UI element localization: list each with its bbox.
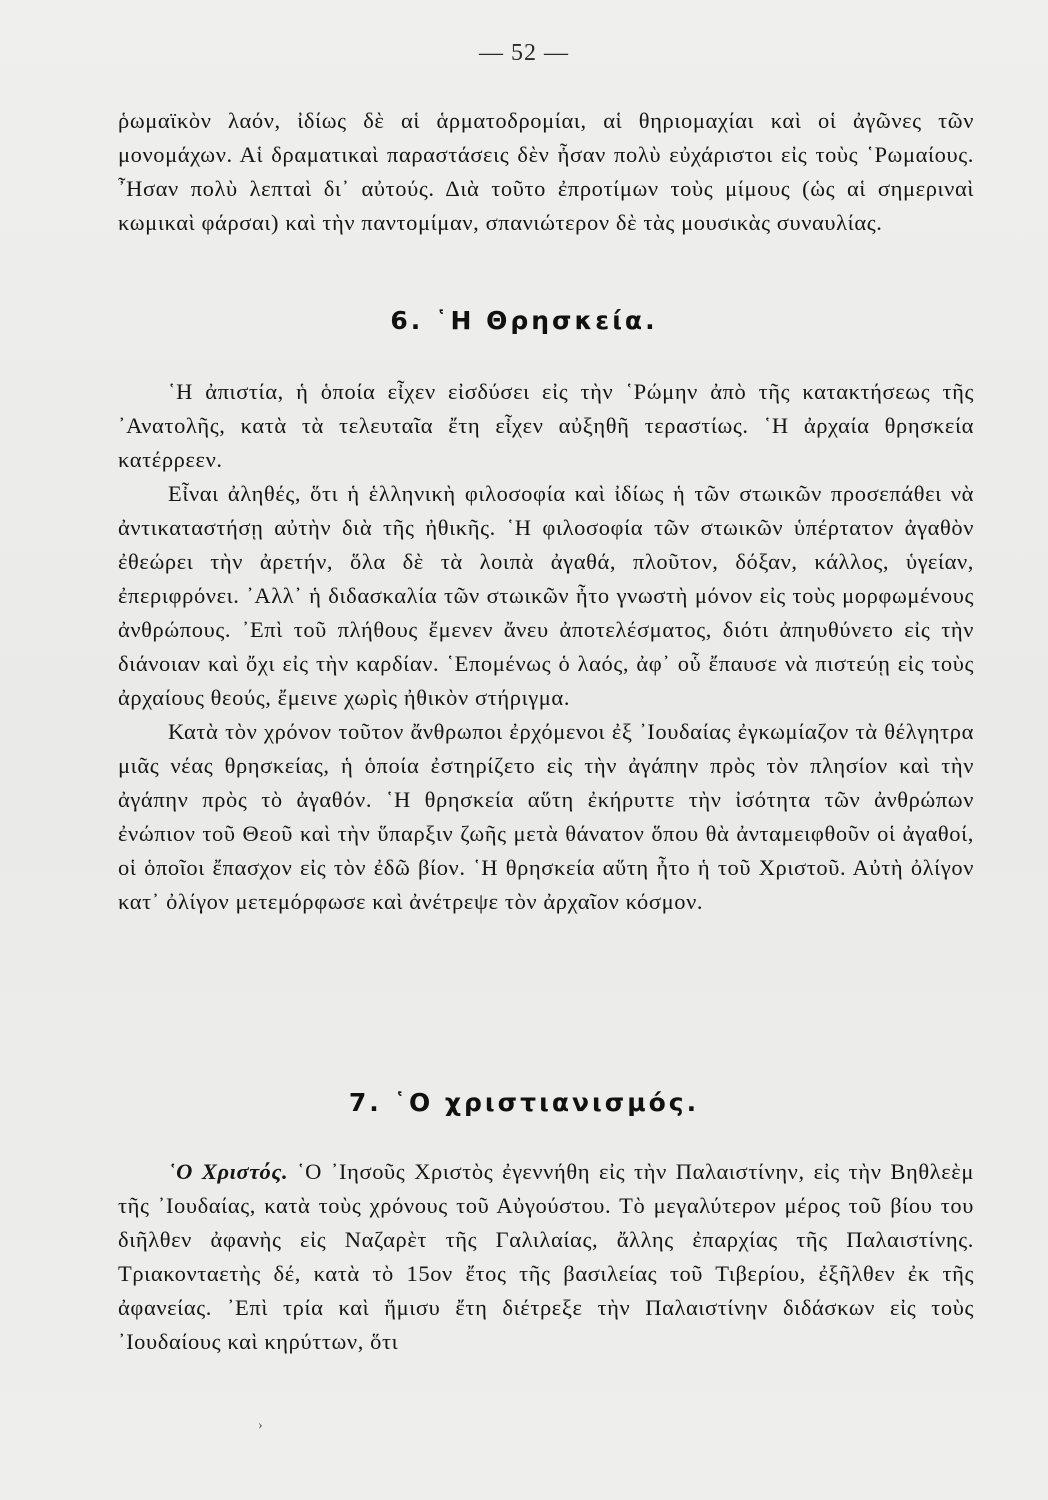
section-7-body xyxy=(118,1155,974,1359)
section-7-subheading: ῾Ο Χριστός. xyxy=(168,1159,289,1184)
section-6-paragraph-3: Κατὰ τὸν χρόνον τοῦτον ἄνθρωποι ἐρχόμενοι ἐξ ᾿Ιουδαίας ἐγκωμίαζον τὰ θέλγητρα μιᾶς νέας θρησκείας, ἡ ὁποία ἐστηρίζετο εἰς τὴν ἀγάπην πρὸς τὸν πλησίον καὶ τὴν ἀγάπην πρὸς τὸ ἀγαθόν. ῾Η θρησκεία αὕτη ἐκήρυττε τὴν ἰσότητα τῶν ἀνθρώπων ἐνώπιον τοῦ Θεοῦ καὶ τὴν ὕπαρξιν ζωῆς μετὰ θάνατον ὅπου θὰ ἀνταμειφθοῦν οἱ ἀγαθοί, οἱ ὁποῖοι ἔπασχον εἰς τὸν ἐδῶ βίον. ῾Η θρησκεία αὕτη ἦτο ἡ τοῦ Χριστοῦ. Αὐτὴ ὀλίγον κατ᾿ ὀλίγον μετεμόρφωσε καὶ ἀνέτρεψε τὸν ἀρχαῖον κόσμον. xyxy=(118,719,974,914)
section-6-body xyxy=(118,375,974,919)
section-6-paragraph-2: Εἶναι ἀληθές, ὅτι ἡ ἑλληνικὴ φιλοσοφία καὶ ἰδίως ἡ τῶν στωικῶν προσεπάθει νὰ ἀντικαταστήσῃ αὐτὴν διὰ τῆς ἠθικῆς. ῾Η φιλοσοφία τῶν στωικῶν ὑπέρτατον ἀγαθὸν ἐθεώρει τὴν ἀρετήν, ὅλα δὲ τὰ λοιπὰ ἀγαθά, πλοῦτον, δόξαν, κάλλος, ὑγείαν, ἐπεριφρόνει. ᾿Αλλ᾿ ἡ διδασκαλία τῶν στωικῶν ἦτο γνωστὴ μόνον εἰς τοὺς μορφωμένους ἀνθρώπους. ᾿Επὶ τοῦ πλήθους ἔμενεν ἄνευ ἀποτελέσματος, διότι ἀπηυθύνετο εἰς τὴν διάνοιαν καὶ ὄχι εἰς τὴν καρδίαν. ῾Επομένως ὁ λαός, ἀφ᾿ οὗ ἔπαυσε νὰ πιστεύῃ εἰς τοὺς ἀρχαίους θεούς, ἔμεινε χωρὶς ἠθικὸν στήριγμα. xyxy=(118,481,974,710)
section-6-heading: 6. ῾Η Θρησκεία. xyxy=(390,306,658,335)
page-number: — 52 — xyxy=(479,40,569,66)
section-7-paragraph xyxy=(118,1155,974,1359)
section-7-heading: 7. ῾Ο χριστιανισμός. xyxy=(348,1088,700,1117)
intro-block xyxy=(118,104,974,240)
footer-mark: › xyxy=(258,1418,263,1433)
intro-paragraph: ῥωμαϊκὸν λαόν, ἰδίως δὲ αἱ ἁρματοδρομίαι, αἱ θηριομαχίαι καὶ οἱ ἀγῶνες τῶν μονομάχων. Αἱ δραματικαὶ παραστάσεις δὲν ἦσαν πολὺ εὐχάριστοι εἰς τοὺς ῾Ρωμαίους. ῏Ησαν πολὺ λεπταὶ δι᾿ αὐτούς. Διὰ τοῦτο ἐπροτίμων τοὺς μίμους (ὡς αἱ σημεριναὶ κωμικαὶ φάρσαι) καὶ τὴν παντομίμαν, σπανιώτερον δὲ τὰς μουσικὰς συναυλίας. xyxy=(118,108,974,235)
section-6-paragraph-1: ῾Η ἀπιστία, ἡ ὁποία εἶχεν εἰσδύσει εἰς τὴν ῾Ρώμην ἀπὸ τῆς κατακτήσεως τῆς ᾿Ανατολῆς, κατὰ τὰ τελευταῖα ἔτη εἶχεν αὐξηθῆ τεραστίως. ῾Η ἀρχαία θρησκεία κατέρρεεν. xyxy=(118,379,974,472)
section-7-paragraph-text: ῾Ο ᾿Ιησοῦς Χριστὸς ἐγεννήθη εἰς τὴν Παλαιστίνην, εἰς τὴν Βηθλεὲμ τῆς ᾿Ιουδαίας, κατὰ τοὺς χρόνους τοῦ Αὐγούστου. Τὸ μεγαλύτερον μέρος τοῦ βίου του διῆλθεν ἀφανὴς εἰς Ναζαρὲτ τῆς Γαλιλαίας, ἄλλης ἐπαρχίας τῆς Παλαιστίνης. Τριακονταετὴς δέ, κατὰ τὸ 15ον ἔτος τῆς βασιλείας τοῦ Τιβερίου, ἐξῆλθεν ἐκ τῆς ἀφανείας. ᾿Επὶ τρία καὶ ἥμισυ ἔτη διέτρεξε τὴν Παλαιστίνην διδάσκων εἰς τοὺς ᾿Ιουδαίους καὶ κηρύττων, ὅτι xyxy=(118,1159,974,1354)
